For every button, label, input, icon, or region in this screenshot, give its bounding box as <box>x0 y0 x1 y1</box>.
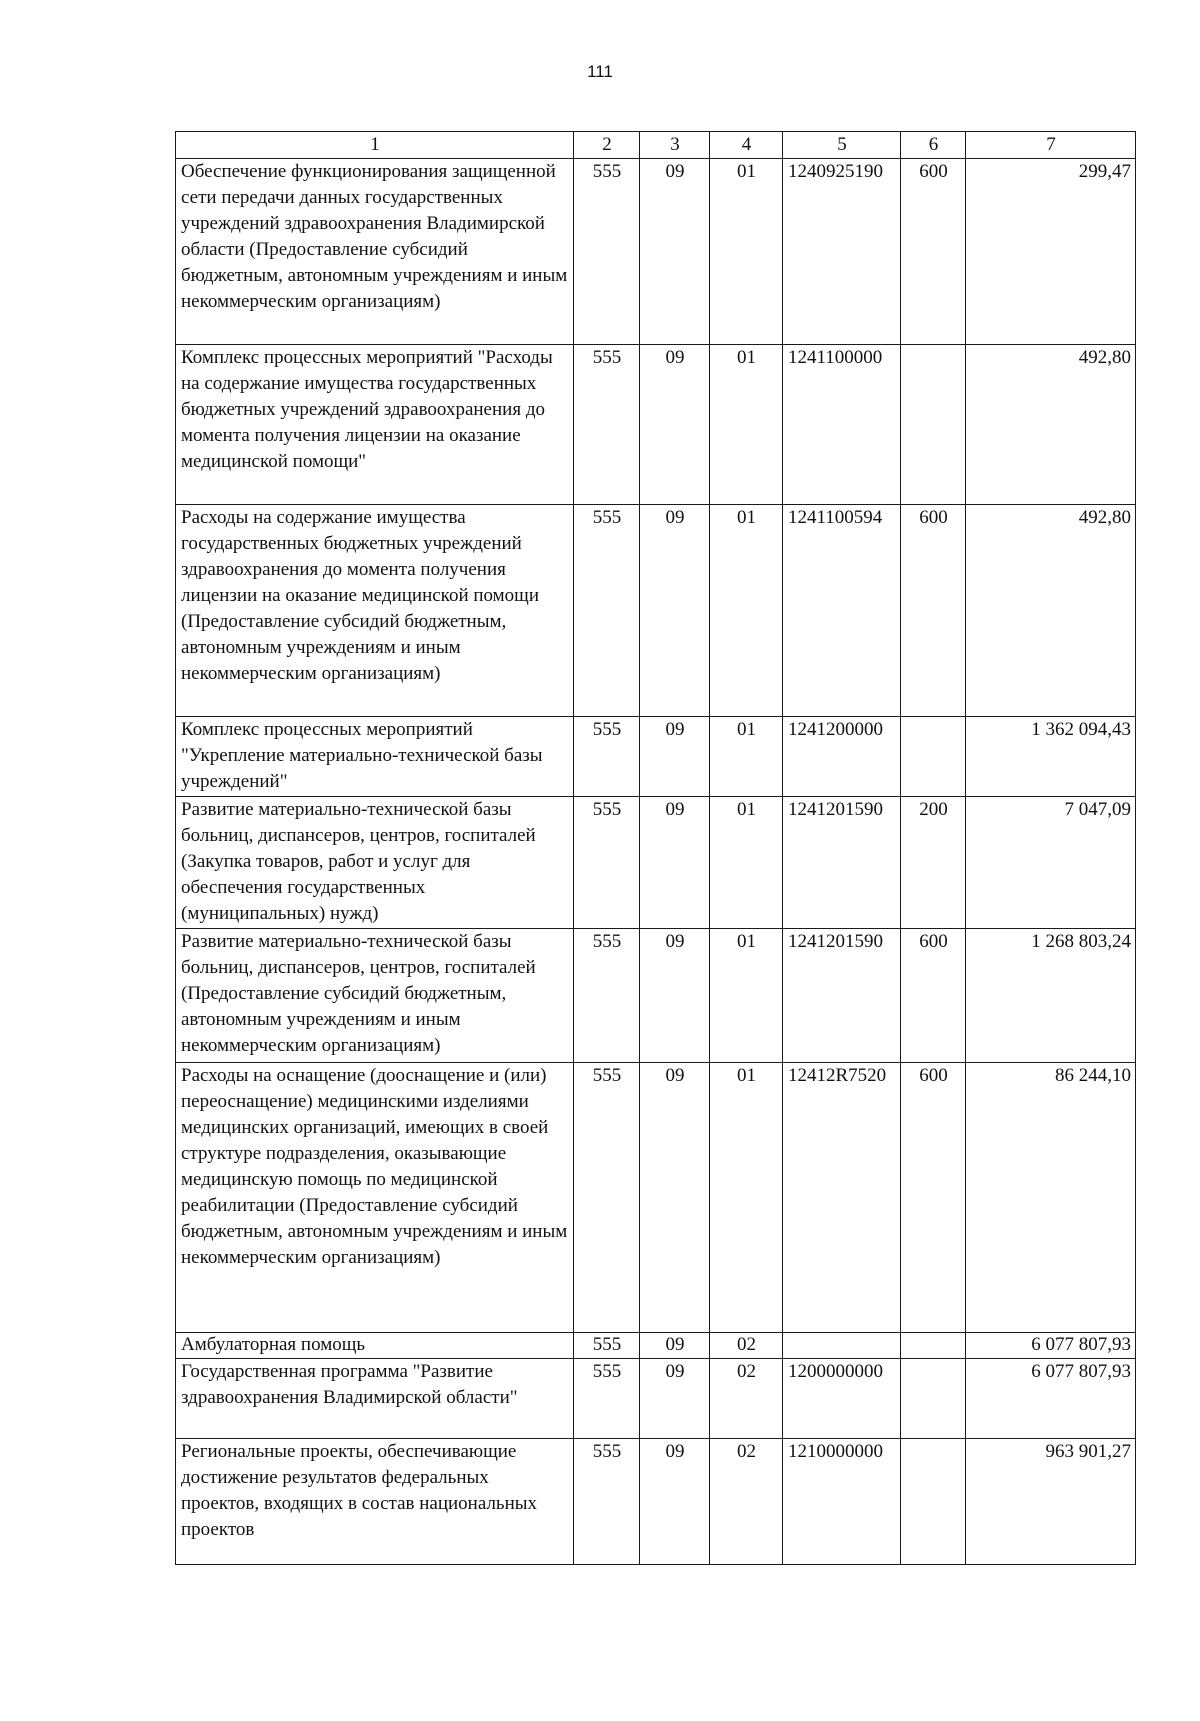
row-target: 1241100594 <box>783 505 901 717</box>
row-ministry: 555 <box>574 797 640 929</box>
table-row <box>176 345 1136 505</box>
row-subsection: 02 <box>710 1333 783 1359</box>
row-expense-type: 600 <box>901 505 966 717</box>
row-target: 1241201590 <box>783 929 901 1063</box>
row-amount: 7 047,09 <box>966 797 1136 929</box>
page-number: 111 <box>587 62 613 81</box>
row-subsection: 01 <box>710 797 783 929</box>
row-amount: 963 901,27 <box>966 1439 1136 1565</box>
row-expense-type <box>901 717 966 797</box>
row-target: 1210000000 <box>783 1439 901 1565</box>
row-ministry: 555 <box>574 505 640 717</box>
row-subsection: 01 <box>710 929 783 1063</box>
row-expense-type <box>901 1439 966 1565</box>
row-subsection: 02 <box>710 1359 783 1439</box>
row-ministry: 555 <box>574 717 640 797</box>
table-row <box>176 505 1136 717</box>
row-ministry: 555 <box>574 1359 640 1439</box>
row-section: 09 <box>640 505 710 717</box>
row-name: Амбулаторная помощь <box>176 1333 574 1359</box>
column-header: 3 <box>640 132 710 159</box>
row-expense-type: 600 <box>901 159 966 345</box>
row-name: Обеспечение функционирования защищенной сети передачи данных государственных учреждений здравоохранения Владимирской области (Предоставление субсидий бюджетным, автономным учреждениям и иным некоммерческим организациям) <box>176 159 574 345</box>
table-row <box>176 159 1136 345</box>
column-header: 2 <box>574 132 640 159</box>
table-row <box>176 929 1136 1063</box>
row-target: 1241100000 <box>783 345 901 505</box>
row-subsection: 01 <box>710 505 783 717</box>
row-amount: 299,47 <box>966 159 1136 345</box>
row-target: 1200000000 <box>783 1359 901 1439</box>
row-amount: 1 362 094,43 <box>966 717 1136 797</box>
row-target: 1241200000 <box>783 717 901 797</box>
row-ministry: 555 <box>574 1439 640 1565</box>
row-subsection: 01 <box>710 159 783 345</box>
row-section: 09 <box>640 797 710 929</box>
row-amount: 492,80 <box>966 345 1136 505</box>
row-section: 09 <box>640 717 710 797</box>
row-amount: 6 077 807,93 <box>966 1333 1136 1359</box>
table-row <box>176 1359 1136 1439</box>
column-header: 6 <box>901 132 966 159</box>
row-subsection: 01 <box>710 1063 783 1333</box>
row-amount: 6 077 807,93 <box>966 1359 1136 1439</box>
row-ministry: 555 <box>574 1333 640 1359</box>
row-expense-type: 600 <box>901 929 966 1063</box>
row-section: 09 <box>640 159 710 345</box>
row-expense-type <box>901 1333 966 1359</box>
row-target: 1241201590 <box>783 797 901 929</box>
column-header: 5 <box>783 132 901 159</box>
row-target: 12412R7520 <box>783 1063 901 1333</box>
row-ministry: 555 <box>574 929 640 1063</box>
column-header: 4 <box>710 132 783 159</box>
table-row <box>176 717 1136 797</box>
row-amount: 492,80 <box>966 505 1136 717</box>
row-ministry: 555 <box>574 345 640 505</box>
row-section: 09 <box>640 345 710 505</box>
row-target: 1240925190 <box>783 159 901 345</box>
row-name: Государственная программа "Развитие здравоохранения Владимирской области" <box>176 1359 574 1439</box>
row-name: Комплекс процессных мероприятий "Укрепление материально-технической базы учреждений" <box>176 717 574 797</box>
table-row <box>176 1439 1136 1565</box>
table-row <box>176 1063 1136 1333</box>
row-name: Развитие материально-технической базы больниц, диспансеров, центров, госпиталей (Закупка товаров, работ и услуг для обеспечения государственных (муниципальных) нужд) <box>176 797 574 929</box>
row-subsection: 01 <box>710 345 783 505</box>
row-amount: 86 244,10 <box>966 1063 1136 1333</box>
row-name: Расходы на оснащение (дооснащение и (или) переоснащение) медицинскими изделиями медицинских организаций, имеющих в своей структуре подразделения, оказывающие медицинскую помощь по медицинской реабилитации (Предоставление субсидий бюджетным, автономным учреждениям и иным некоммерческим организациям) <box>176 1063 574 1333</box>
column-header: 1 <box>176 132 574 159</box>
row-section: 09 <box>640 1359 710 1439</box>
row-expense-type <box>901 1359 966 1439</box>
row-expense-type <box>901 345 966 505</box>
row-section: 09 <box>640 929 710 1063</box>
row-name: Расходы на содержание имущества государственных бюджетных учреждений здравоохранения до момента получения лицензии на оказание медицинской помощи (Предоставление субсидий бюджетным, автономным учреждениям и иным некоммерческим организациям) <box>176 505 574 717</box>
column-header: 7 <box>966 132 1136 159</box>
row-section: 09 <box>640 1439 710 1565</box>
row-subsection: 01 <box>710 717 783 797</box>
row-name: Региональные проекты, обеспечивающие достижение результатов федеральных проектов, входящих в состав национальных проектов <box>176 1439 574 1565</box>
row-amount: 1 268 803,24 <box>966 929 1136 1063</box>
row-ministry: 555 <box>574 159 640 345</box>
row-name: Комплекс процессных мероприятий "Расходы на содержание имущества государственных бюджетных учреждений здравоохранения до момента получения лицензии на оказание медицинской помощи" <box>176 345 574 505</box>
row-section: 09 <box>640 1063 710 1333</box>
row-expense-type: 200 <box>901 797 966 929</box>
header-row <box>176 132 1136 159</box>
row-expense-type: 600 <box>901 1063 966 1333</box>
budget-table <box>175 131 1136 1565</box>
table-row <box>176 797 1136 929</box>
row-subsection: 02 <box>710 1439 783 1565</box>
row-name: Развитие материально-технической базы больниц, диспансеров, центров, госпиталей (Предоставление субсидий бюджетным, автономным учреждениям и иным некоммерческим организациям) <box>176 929 574 1063</box>
row-section: 09 <box>640 1333 710 1359</box>
row-ministry: 555 <box>574 1063 640 1333</box>
table-row <box>176 1333 1136 1359</box>
row-target <box>783 1333 901 1359</box>
